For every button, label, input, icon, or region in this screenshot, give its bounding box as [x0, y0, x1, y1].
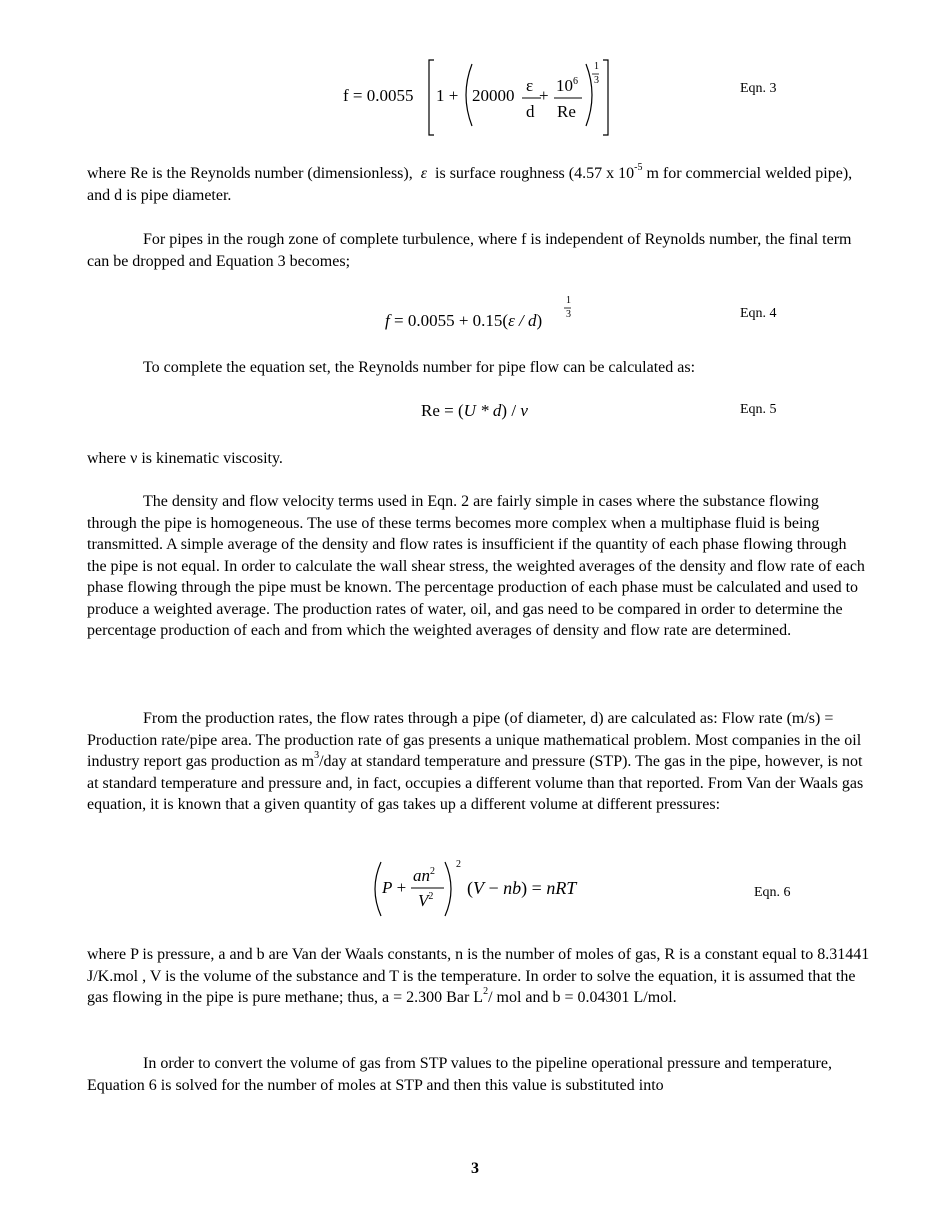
paragraph-equation-set: To complete the equation set, the Reynolds number for pipe flow can be calculated as:	[143, 359, 696, 376]
paragraph-stp-conversion: In order to convert the volume of gas from STP values to the pipeline operational pressure and temperature, Equation 6 is solved for the number of moles at STP and then this value is substituted into	[87, 1055, 832, 1094]
eqn6-fraction-bar	[411, 887, 445, 889]
eqn3-ten: $10^6$	[556, 76, 578, 95]
paragraph-density-flow: The density and flow velocity terms used in Eqn. 2 are fairly simple in cases where the substance flowing through the pipe is homogeneous. The use of these terms becomes more complex when a multiphase fluid is being transmitted. A simple average of the density and flow rates is insufficient if the quantity of each phase flowing through the pipe is not equal. In order to calculate the wall shear stress, the weighted averages of the density and flow rate of each phase flowing through the pipe must be known. The percentage production of each phase must be calculated and used to produce a weighted average. The production rates of water, oil, and gas need to be compared in order to determine the percentage production of each and from which the weighted averages of density and flow rate are determined.	[87, 493, 865, 639]
eqn6-p: P +	[382, 878, 407, 897]
eqn3-coefficient: 20000	[472, 86, 515, 105]
eqn3-plus: +	[539, 86, 549, 105]
eqn3-exp-den: 3	[594, 75, 599, 86]
eqn6-label: Eqn. 6	[754, 885, 791, 900]
eqn4-expression: f = 0.0055 + 0.15(ε / d)	[385, 311, 543, 330]
eqn6-an: $an^2$	[413, 866, 435, 885]
paragraph-reynolds-definition: where Re is the Reynolds number (dimensionless), ε is surface roughness (4.57 x $10^{-5}$ m for commercial welded pipe), and d is pipe diameter.	[87, 161, 853, 204]
eqn6-outer-exp: 2	[456, 859, 461, 870]
eqn6-left-paren	[369, 862, 383, 916]
page-number: 3	[471, 1160, 479, 1177]
eqn5-expression: Re = (U * d) / ν	[421, 401, 528, 420]
paragraph-kinematic-viscosity: where ν is kinematic viscosity.	[87, 450, 283, 467]
eqn3-re: Re	[557, 102, 576, 121]
eqn3-exp-num: 1	[594, 61, 599, 72]
eqn3-label: Eqn. 3	[740, 81, 777, 96]
paragraph-production-rates: From the production rates, the flow rates through a pipe (of diameter, d) are calculated as: Flow rate (m/s) = Production rate/pipe area. The production rate of gas presents a unique mathematical problem. Most companies in the oil industry report gas production as $m^3$/day at standard temperature and pressure (STP). The gas in the pipe, however, is not at standard temperature and pressure and, in fact, occupies a different volume than that reported. From Van der Waals gas equation, it is known that a given quantity of gas takes up a different volume at different pressures:	[87, 710, 864, 813]
eqn4-exp-den: 3	[566, 309, 571, 320]
paragraph-van-der-waals: where P is pressure, a and b are Van der Waals constants, n is the number of moles of gas, R is a constant equal to 8.31441 J/K.mol , V is the volume of the substance and T is the temperature. In order to solve the equation, it is assumed that the gas flowing in the pipe is pure methane; thus, a = 2.300 Bar $L^2/$ mol and b = 0.04301 L/mol.	[87, 946, 870, 1006]
eqn3-epsilon: ε	[526, 76, 534, 95]
eqn3-fraction-bar-2	[554, 97, 584, 99]
paragraph-rough-zone: For pipes in the rough zone of complete turbulence, where f is independent of Reynolds number, the final term can be dropped and Equation 3 becomes;	[87, 231, 852, 270]
eqn6-rhs: (V − nb) = nRT	[467, 878, 577, 898]
eqn6-v: $V^2$	[418, 891, 434, 910]
eqn3-d: d	[526, 102, 535, 121]
eqn5-label: Eqn. 5	[740, 402, 777, 417]
eqn4-label: Eqn. 4	[740, 306, 777, 321]
eqn3-right-bracket	[600, 60, 612, 136]
eqn3-one-plus: 1 +	[436, 86, 459, 105]
eqn6-right-paren	[443, 862, 457, 916]
eqn3-lhs: f = 0.0055	[343, 86, 414, 105]
eqn4-exp-num: 1	[566, 295, 571, 306]
